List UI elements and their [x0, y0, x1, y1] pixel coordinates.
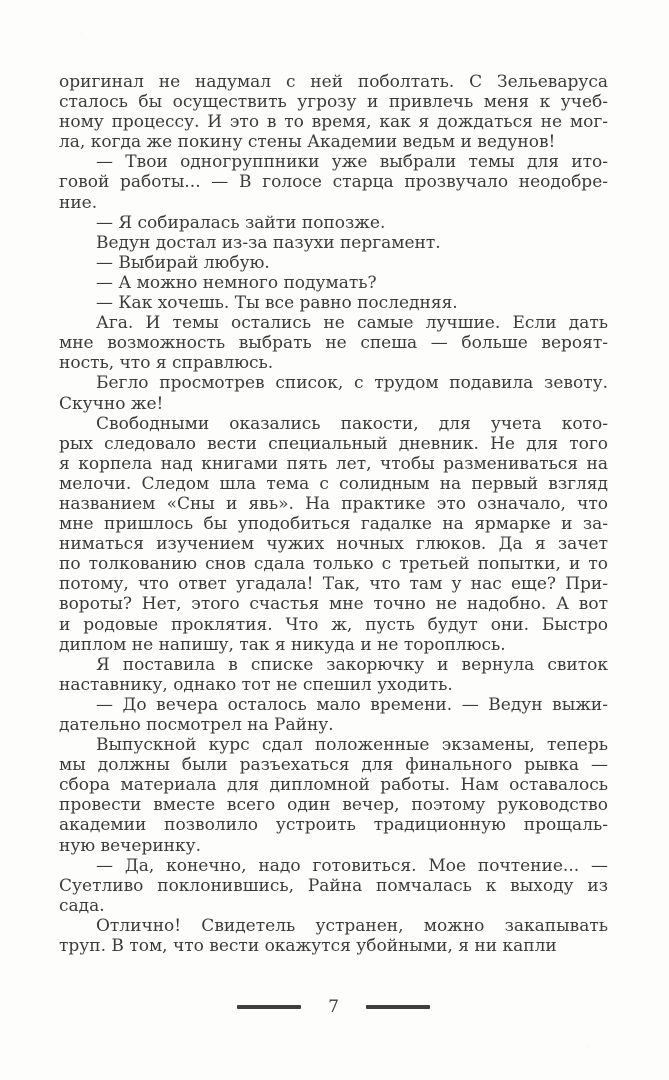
- text-line: труп. В том, что вести окажутся убойными, я ни капли: [59, 936, 557, 957]
- text-line: — До вечера осталось мало времени. — Ведун выжи-: [96, 694, 608, 715]
- text-line: — Как хочешь. Ты все равно последняя.: [96, 293, 458, 314]
- paragraph: [59, 856, 608, 916]
- text-line: по толкованию снов сдала только с третьей попытки, и то: [59, 554, 608, 575]
- text-line: Суетливо поклонившись, Райна помчалась к выходу из: [59, 875, 608, 896]
- text-line: диплом не напишу, так я никуда и не тороплюсь.: [59, 634, 506, 655]
- paragraph: [59, 213, 608, 233]
- text-line: дательно посмотрел на Райну.: [59, 715, 334, 735]
- text-line: мы должны были разъехаться для финального рывка —: [59, 755, 608, 776]
- text-line: Бегло просмотрев список, с трудом подавила зевоту.: [96, 373, 608, 394]
- text-line: — Выбирай любую.: [96, 252, 270, 273]
- text-line: рых следовало вести специальный дневник. Не для того: [59, 433, 608, 454]
- text-line: Ага. И темы остались не самые лучшие. Если дать: [96, 313, 608, 334]
- paragraph: [59, 655, 608, 695]
- text-line: ность, что я справлюсь.: [59, 353, 274, 374]
- paragraph: [59, 916, 608, 956]
- paragraph: [59, 695, 608, 735]
- text-line: мелочи. Следом шла тема с солидным на первый взгляд: [59, 473, 608, 494]
- paragraph: [59, 414, 608, 655]
- paragraph: [59, 735, 608, 856]
- text-line: потому, что ответ угадала! Так, что там у нас еще? При-: [59, 574, 608, 595]
- text-line: говой работы... — В голосе старца прозвучало неодобре-: [59, 172, 608, 193]
- text-line: ние.: [59, 192, 98, 213]
- paragraph: [59, 152, 608, 212]
- text-line: Скучно же!: [59, 393, 164, 414]
- text-line: наставнику, однако тот не спешил уходить.: [59, 674, 453, 695]
- text-line: Отлично! Свидетель устранен, можно закапывать: [96, 915, 608, 936]
- text-line: мне пришлось бы уподобиться гадалке на ярмарке и за-: [59, 514, 608, 535]
- text-line: ниматься изучением чужих ночных глюков. Да я зачет: [59, 534, 608, 555]
- paragraph: [59, 273, 608, 293]
- text-line: сбора материала для дипломной работы. Нам оставалось: [59, 775, 608, 796]
- text-line: вороты? Нет, этого счастья мне точно не надобно. А вот: [59, 594, 608, 615]
- page-footer: [59, 995, 608, 1019]
- footer-rule-left: [237, 1005, 301, 1009]
- text-line: ную вечеринку.: [59, 835, 202, 856]
- text-line: сталось бы осуществить угрозу и привлечь меня к учеб-: [59, 92, 608, 113]
- text-line: — Твои одногруппники уже выбрали темы для ито-: [96, 152, 608, 173]
- paragraph: [59, 293, 608, 313]
- text-line: Свободными оказались пакости, для учета кото-: [96, 413, 608, 434]
- text-line: сада.: [59, 895, 105, 916]
- paragraph: [59, 233, 608, 253]
- page-number: 7: [328, 997, 339, 1017]
- text-line: — Да, конечно, надо готовиться. Мое почтение... —: [96, 855, 608, 876]
- text-line: ному процессу. И это в то время, как я дождаться не мог-: [59, 112, 608, 133]
- text-line: Выпускной курс сдал положенные экзамены, теперь: [96, 735, 608, 756]
- footer-rule-right: [366, 1005, 430, 1009]
- text-line: — А можно немного подумать?: [96, 272, 377, 293]
- paragraph: [59, 373, 608, 413]
- text-line: — Я собиралась зайти попозже.: [96, 212, 386, 233]
- paragraph: [59, 253, 608, 273]
- text-line: ла, когда же покину стены Академии ведьм и ведунов!: [59, 132, 556, 153]
- text-line: Я поставила в списке закорючку и вернула свиток: [96, 654, 608, 675]
- text-line: провести вместе всего один вечер, поэтому руководство: [59, 795, 608, 816]
- text-line: и родовые проклятия. Что ж, пусть будут они. Быстро: [59, 614, 608, 635]
- paragraph: [59, 313, 608, 373]
- page-text: [59, 72, 608, 956]
- text-line: академии позволило устроить традиционную прощаль-: [59, 815, 608, 836]
- paragraph: [59, 72, 608, 152]
- text-line: я корпела над книгами пять лет, чтобы размениваться на: [59, 453, 608, 474]
- text-line: названием «Сны и явь». На практике это означало, что: [59, 493, 608, 514]
- text-line: оригинал не надумал с ней поболтать. С Зельеваруса: [59, 72, 608, 92]
- text-line: мне возможность выбрать не спеша — больше вероят-: [59, 333, 608, 354]
- text-line: Ведун достал из-за пазухи пергамент.: [96, 232, 441, 253]
